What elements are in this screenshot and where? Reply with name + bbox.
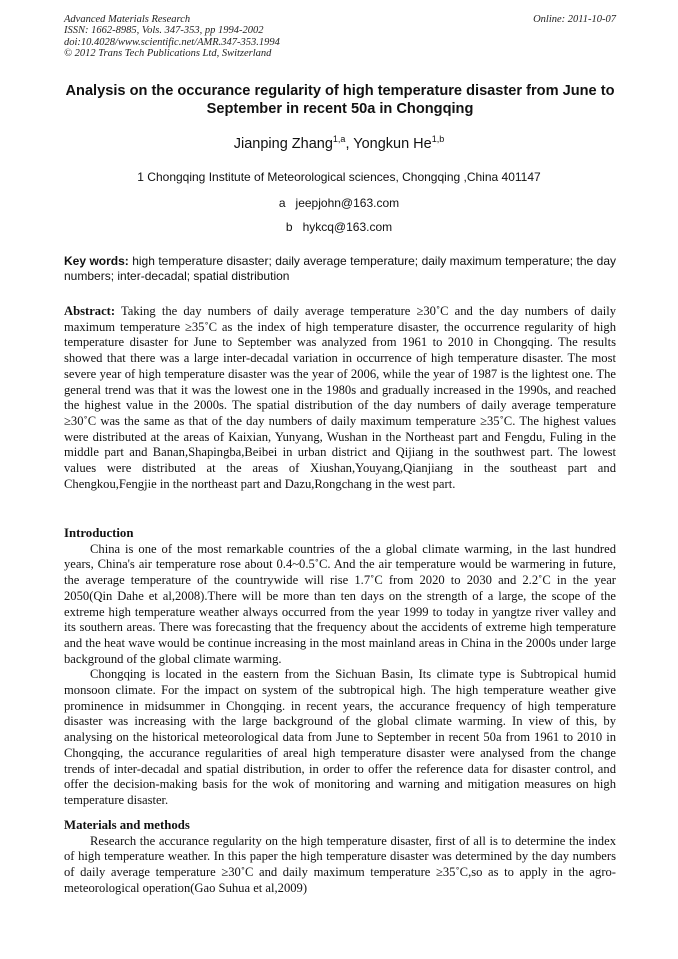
journal-name: Advanced Materials Research bbox=[64, 14, 191, 25]
paragraph: China is one of the most remarkable countries of the a global climate warming, in the last hundred years, China's air temperature rose about 0.4~0.5˚C. And the air temperature would be warmering in future, the average temperature of the countrywide will rise 1.7˚C from 2020 to 2030 and 2.2˚C in the year 2050(Qin Dahe et al,2008).There will be more than ten days on the strength of a large, the scope of the extreme high temperature weather always occurred from the year 1999 to today in yangtze river valley and its southern areas. There was forecasting that the frequency about the accidents of extreme high temperature and the heat wave would be continue increasing in the most mainland areas in China in the 2000s under large background of the global climate warming. bbox=[64, 541, 616, 666]
affiliation: 1 Chongqing Institute of Meteorological sciences, Chongqing ,China 401147 bbox=[137, 170, 541, 184]
keywords-block bbox=[64, 254, 616, 283]
keywords-label: Key words: bbox=[64, 254, 129, 268]
abstract-block bbox=[64, 304, 616, 492]
email-line bbox=[0, 196, 678, 210]
doi-line: doi:10.4028/www.scientific.net/AMR.347-353.1994 bbox=[64, 36, 280, 48]
copyright-line: © 2012 Trans Tech Publications Ltd, Switzerland bbox=[64, 48, 272, 60]
author-superscript: 1,b bbox=[431, 134, 445, 144]
paragraph: Research the accurance regularity on the high temperature disaster, first of all is to determine the index of high temperature weather. In this paper the high temperature disaster was determined by the day numbers of daily average temperature ≥30˚C and daily maximum temperature ≥35˚C,so as to apply in the agro-meteorological operation(Gao Suhua et al,2009) bbox=[64, 833, 616, 895]
author-separator: , bbox=[345, 136, 354, 152]
running-header bbox=[64, 14, 616, 60]
issn-line: ISSN: 1662-8985, Vols. 347-353, pp 1994-2002 bbox=[64, 25, 264, 37]
materials-methods-section bbox=[64, 818, 616, 897]
section-heading: Materials and methods bbox=[64, 818, 190, 832]
section-heading: Introduction bbox=[64, 526, 134, 540]
paper-title: Analysis on the occurance regularity of high temperature disaster from June to September in recent 50a in Chongqing bbox=[65, 83, 615, 117]
email-address: hykcq@163.com bbox=[302, 220, 393, 234]
author-name: Yongkun He bbox=[353, 136, 432, 152]
abstract-text: Taking the day numbers of daily average temperature ≥30˚C and the day numbers of daily maximum temperature ≥35˚C as the index of high temperature disaster, the occurrence regularity of high temperature disaster for June to September was analyzed from 1961 to 2010 in Chongqing. The results showed that there was a large inter-decadal variation in occurrence of high temperature disaster. The most severe year of high temperature disaster was the year of 2006, while the year of 1987 is the lightest one. The general trend was that it was the lowest one in the 1980s and gradually increased in the 1990s, and reached the highest value in the 2000s. The spatial distribution of the day numbers of daily average temperature ≥30˚C was the same as that of the day numbers of daily maximum temperature ≥35˚C. The highest values were distributed at the areas of Kaixian, Yunyang, Wushan in the Northeast part and Fengdu, Fuling in the middle part and Banan,Shapingba,Beibei in urban district and Qijiang in the southwest part. The lowest values were distributed at the areas of Xiushan,Youyang,Qianjiang in the southeast part and Chengkou,Fengjie in the northeast part and Dazu,Rongchang in the west part. bbox=[64, 304, 616, 491]
email-tag: b bbox=[285, 220, 293, 234]
introduction-section bbox=[64, 526, 616, 809]
abstract-label: Abstract: bbox=[64, 304, 116, 318]
keywords-text: high temperature disaster; daily average temperature; daily maximum temperature; the day numbers; inter-decadal; spatial distribution bbox=[64, 254, 617, 283]
email-line bbox=[0, 220, 678, 234]
online-date: Online: 2011-10-07 bbox=[533, 14, 616, 25]
author-line bbox=[0, 130, 678, 153]
paragraph: Chongqing is located in the eastern from the Sichuan Basin, Its climate type is Subtropical humid monsoon climate. For the impact on system of the subtropical high. The high temperature weather give prominence in midsummer in Chongqing. in recent years, the accurance frequency of high temperature disaster was increasing with the large background of the global climate warming. In view of this, by analysing on the historical meteorological data from June to September in recent 50a from 1961 to 2010 in Chongqing, the accurance regularities of areal high temperature disaster were analysed from the change trends of inter-decadal and spatial distribution, in order to offer the reference data for disaster control, and offer the decision-making basis for the wok of monitoring and warning and mitigation measures on high temperature disaster. bbox=[64, 667, 616, 807]
email-tag: a bbox=[278, 196, 286, 210]
author-name: Jianping Zhang bbox=[233, 136, 333, 152]
author-superscript: 1,a bbox=[332, 134, 346, 144]
email-address: jeepjohn@163.com bbox=[295, 196, 400, 210]
